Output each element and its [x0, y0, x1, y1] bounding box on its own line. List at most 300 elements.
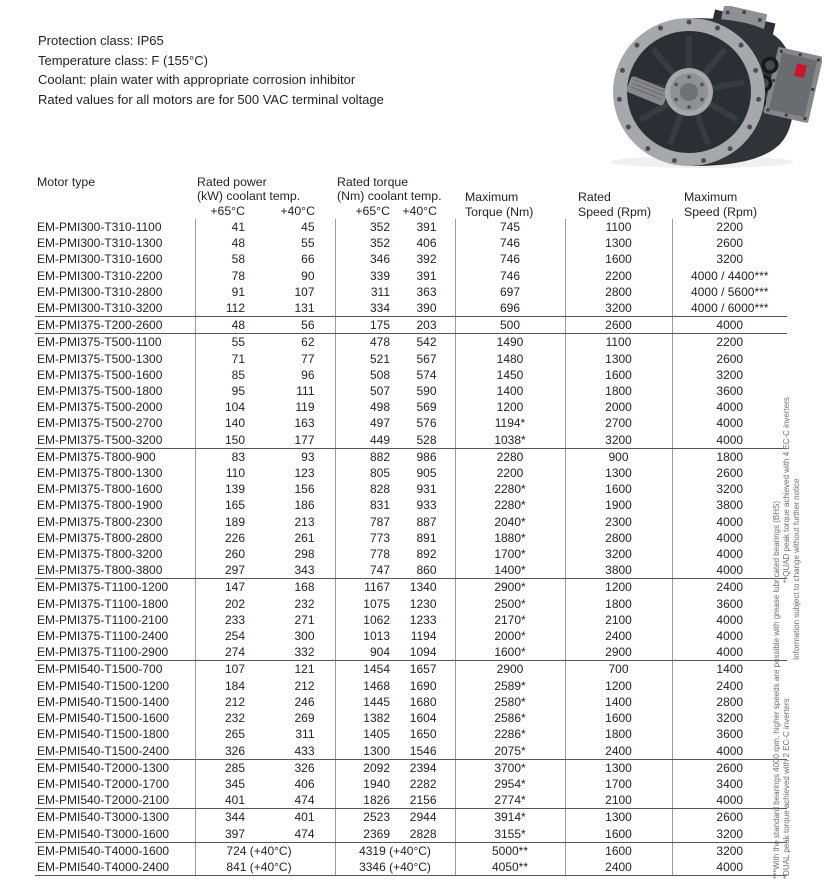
header-temp-40: +40°C — [280, 203, 315, 218]
motor-type-cell: EM-PMI375-T800-3800 — [35, 562, 195, 579]
table-row — [35, 726, 787, 742]
table-row — [35, 694, 787, 710]
header-label: (kW) coolant temp. — [197, 189, 301, 204]
torque-40-cell: 406 — [416, 236, 437, 251]
table-row — [35, 317, 787, 334]
rated-values-line: Rated values for all motors are for 500 VAC terminal voltage — [38, 91, 384, 107]
torque-65-cell: 2369 — [335, 826, 395, 843]
torque-40-cell: 2282 — [409, 776, 437, 791]
header-label: Rated power — [197, 175, 267, 189]
power-65-cell: 147 — [195, 579, 253, 596]
torque-65-cell: 2092 — [335, 759, 395, 776]
torque-40-cell: 1194 — [410, 629, 437, 644]
motor-illustration — [592, 6, 822, 170]
torque-65-cell: 773 — [335, 530, 395, 546]
footnote-info-subject-to-change: Information subject to change without further notice — [792, 478, 801, 660]
torque-65-cell: 1300 — [335, 743, 395, 760]
rated-speed-cell: 1600 — [565, 481, 672, 497]
table-row — [35, 710, 787, 726]
rated-speed-cell: 1800 — [565, 596, 672, 612]
power-65-cell: 202 — [195, 596, 253, 612]
max-speed-cell: 4000 — [672, 514, 787, 530]
table-row — [35, 530, 787, 546]
rated-speed-cell: 1400 — [565, 694, 672, 710]
power-40-cell: 213 — [294, 514, 315, 529]
col-header-rated-torque — [335, 172, 455, 219]
power-65-cell: 95 — [195, 383, 253, 399]
rated-speed-cell: 1600 — [565, 367, 672, 383]
motor-type-cell: EM-PMI540-T2000-1700 — [37, 776, 170, 791]
max-speed-cell: 4000 / 6000*** — [672, 300, 787, 317]
col-header-rated-speed — [565, 172, 672, 219]
table-row — [35, 859, 787, 876]
torque-40-cell: 1604 — [409, 711, 437, 726]
torque-40-cell: 1233 — [409, 612, 437, 627]
torque-65-cell: 3346 (+40°C) — [335, 859, 455, 876]
torque-40-cell: 203 — [395, 317, 455, 334]
motor-type-cell: EM-PMI375-T500-1300 — [37, 351, 163, 366]
power-40-cell: 56 — [253, 317, 335, 334]
torque-65-cell: 311 — [335, 284, 395, 300]
rated-speed-cell: 1600 — [565, 842, 672, 859]
max-speed-cell: 4000 — [672, 644, 787, 661]
power-65-cell: 71 — [195, 351, 253, 367]
max-speed-cell: 3200 — [672, 842, 787, 859]
max-torque-cell: 3914* — [455, 809, 565, 826]
max-speed-cell: 2200 — [672, 219, 787, 235]
motor-type-cell: EM-PMI375-T800-3200 — [37, 547, 163, 562]
power-40-cell: 269 — [294, 711, 315, 726]
motor-type-cell: EM-PMI540-T1500-1200 — [37, 678, 170, 693]
table-row — [35, 596, 787, 612]
torque-40-cell: 542 — [416, 335, 437, 350]
header-label: Rated torque — [337, 175, 409, 189]
footnote-quad-peak-torque: **QUAD peak torque achieved with 4 EC-C inverters — [782, 397, 791, 583]
torque-40-cell: 1650 — [409, 727, 437, 742]
power-65-cell: 55 — [195, 334, 253, 351]
rated-speed-cell: 1900 — [565, 497, 672, 513]
torque-40-cell: 392 — [416, 252, 437, 267]
max-speed-cell: 3800 — [672, 497, 787, 513]
max-torque-cell: 1490 — [455, 334, 565, 351]
table-row — [35, 644, 787, 661]
torque-65-cell: 747 — [335, 562, 395, 579]
table-row — [35, 759, 787, 776]
torque-40-cell: 1680 — [409, 694, 437, 709]
rated-speed-cell: 2000 — [565, 399, 672, 415]
table-row — [35, 628, 787, 644]
motor-type-cell: EM-PMI375-T800-900 — [37, 449, 156, 464]
spec-table-body — [35, 219, 787, 876]
table-row — [35, 251, 787, 267]
rated-speed-cell: 2300 — [565, 514, 672, 530]
torque-65-cell: 1405 — [335, 726, 395, 742]
max-torque-cell: 2280* — [455, 497, 565, 513]
torque-40-cell: 391 — [416, 268, 437, 283]
motor-type-cell: EM-PMI300-T310-3200 — [35, 300, 195, 317]
rated-speed-cell: 1700 — [565, 776, 672, 792]
max-torque-cell: 2586* — [455, 710, 565, 726]
power-65-cell: 184 — [195, 678, 253, 694]
max-speed-cell: 3600 — [672, 383, 787, 399]
torque-65-cell: 478 — [335, 334, 395, 351]
col-header-motor-type — [35, 172, 195, 219]
power-65-cell: 91 — [195, 284, 253, 300]
power-65-cell: 285 — [195, 759, 253, 776]
motor-type-cell: EM-PMI540-T4000-1600 — [37, 843, 170, 858]
power-40-cell: 111 — [296, 384, 315, 399]
spec-summary — [38, 31, 384, 109]
motor-spec-table — [35, 172, 787, 876]
power-65-cell: 140 — [195, 415, 253, 431]
table-row — [35, 678, 787, 694]
torque-65-cell: 1062 — [335, 612, 395, 628]
header-temp-65: +65°C — [210, 203, 245, 218]
motor-type-cell: EM-PMI540-T3000-1300 — [37, 810, 170, 825]
torque-65-cell: 497 — [335, 415, 395, 431]
motor-type-cell: EM-PMI375-T1100-1200 — [37, 580, 169, 595]
torque-65-cell: 352 — [335, 219, 395, 235]
motor-type-cell: EM-PMI540-T1500-1600 — [37, 711, 170, 726]
max-speed-cell: 4000 — [672, 562, 787, 579]
max-torque-cell: 4050** — [455, 859, 565, 876]
torque-40-cell: 528 — [395, 432, 455, 449]
power-40-cell: 406 — [294, 776, 315, 791]
torque-65-cell: 1167 — [335, 579, 395, 596]
power-65-cell: 83 — [195, 448, 253, 465]
motor-type-cell: EM-PMI375-T800-2800 — [37, 530, 163, 545]
table-row — [35, 826, 787, 843]
torque-40-cell: 569 — [416, 400, 437, 415]
motor-type-cell: EM-PMI375-T500-3200 — [35, 432, 195, 449]
rated-speed-cell: 2200 — [565, 268, 672, 284]
table-row — [35, 661, 787, 678]
table-row — [35, 842, 787, 859]
rated-speed-cell: 900 — [565, 448, 672, 465]
power-40-cell: 55 — [301, 236, 315, 251]
motor-type-cell: EM-PMI300-T310-1100 — [37, 220, 162, 234]
power-40-cell: 212 — [294, 678, 315, 693]
table-row — [35, 284, 787, 300]
table-row — [35, 448, 787, 465]
torque-40-cell: 931 — [416, 482, 437, 497]
rated-speed-cell: 1300 — [565, 235, 672, 251]
rated-speed-cell: 3200 — [565, 300, 672, 317]
max-speed-cell: 4000 — [672, 612, 787, 628]
motor-type-cell: EM-PMI300-T310-1600 — [37, 252, 163, 267]
power-65-cell: 724 (+40°C) — [195, 842, 335, 859]
power-65-cell: 85 — [195, 367, 253, 383]
power-40-cell: 474 — [253, 792, 335, 809]
table-row — [35, 300, 787, 317]
power-40-cell: 66 — [301, 252, 315, 267]
max-torque-cell: 1600* — [455, 644, 565, 661]
max-speed-cell: 4000 — [672, 628, 787, 644]
max-torque-cell: 2280* — [455, 481, 565, 497]
torque-40-cell: 1690 — [409, 678, 437, 693]
torque-40-cell: 892 — [416, 547, 437, 562]
table-row — [35, 481, 787, 497]
power-40-cell: 261 — [294, 530, 315, 545]
power-40-cell: 474 — [253, 826, 335, 843]
max-speed-cell: 4000 — [672, 432, 787, 449]
torque-65-cell: 1468 — [335, 678, 395, 694]
header-label: Maximum — [684, 190, 738, 205]
max-torque-cell: 2589* — [455, 678, 565, 694]
max-torque-cell: 1400 — [455, 383, 565, 399]
max-torque-cell: 746 — [455, 251, 565, 267]
max-speed-cell: 4000 — [672, 743, 787, 760]
max-torque-cell: 3155* — [455, 826, 565, 843]
max-torque-cell: 1200 — [455, 399, 565, 415]
torque-65-cell: 508 — [335, 367, 395, 383]
rated-speed-cell: 2400 — [565, 628, 672, 644]
max-torque-cell: 500 — [455, 317, 565, 334]
max-torque-cell: 696 — [455, 300, 565, 317]
torque-40-cell: 391 — [416, 220, 437, 234]
table-row — [35, 776, 787, 792]
power-65-cell: 841 (+40°C) — [195, 859, 335, 876]
motor-type-cell: EM-PMI300-T310-1300 — [37, 236, 163, 251]
header-label: Maximum — [465, 190, 519, 205]
motor-type-cell: EM-PMI375-T500-1100 — [37, 335, 162, 350]
max-torque-cell: 746 — [455, 268, 565, 284]
power-40-cell: 90 — [301, 268, 315, 283]
torque-65-cell: 831 — [335, 497, 395, 513]
power-40-cell: 45 — [301, 220, 315, 234]
table-header-row — [35, 172, 787, 219]
max-speed-cell: 2200 — [672, 334, 787, 351]
power-40-cell: 77 — [301, 351, 315, 366]
table-row — [35, 367, 787, 383]
power-65-cell: 48 — [195, 317, 253, 334]
max-torque-cell: 2075* — [455, 743, 565, 760]
torque-65-cell: 1382 — [335, 710, 395, 726]
rated-speed-cell: 2700 — [565, 415, 672, 431]
power-65-cell: 254 — [195, 628, 253, 644]
power-40-cell: 131 — [253, 300, 335, 317]
max-torque-cell: 2040* — [455, 514, 565, 530]
table-row — [35, 562, 787, 579]
max-torque-cell: 2000* — [455, 628, 565, 644]
power-65-cell: 48 — [195, 235, 253, 251]
header-temp-40: +40°C — [402, 203, 437, 218]
max-speed-cell: 2400 — [672, 678, 787, 694]
torque-40-cell: 1094 — [395, 644, 455, 661]
torque-65-cell: 805 — [335, 465, 395, 481]
max-torque-cell: 5000** — [455, 842, 565, 859]
coolant-line: Coolant: plain water with appropriate corrosion inhibitor — [38, 72, 356, 87]
max-speed-cell: 3200 — [672, 481, 787, 497]
max-speed-cell: 4000 — [672, 317, 787, 334]
rated-speed-cell: 1300 — [565, 465, 672, 481]
rated-speed-cell: 2600 — [565, 317, 672, 334]
power-40-cell: 271 — [294, 612, 315, 627]
max-torque-cell: 2774* — [455, 792, 565, 809]
max-speed-cell: 4000 — [672, 859, 787, 876]
max-torque-cell: 1038* — [455, 432, 565, 449]
motor-product-photo — [592, 6, 822, 170]
power-40-cell: 300 — [294, 629, 315, 644]
power-40-cell: 433 — [253, 743, 335, 760]
power-40-cell: 332 — [253, 644, 335, 661]
header-label: Rated — [578, 190, 611, 205]
motor-type-cell: EM-PMI375-T800-1600 — [37, 482, 163, 497]
table-row — [35, 809, 787, 826]
max-torque-cell: 2500* — [455, 596, 565, 612]
rated-speed-cell: 700 — [565, 661, 672, 678]
rated-speed-cell: 1600 — [565, 251, 672, 267]
torque-65-cell: 1454 — [335, 661, 395, 678]
power-40-cell: 123 — [294, 466, 315, 481]
torque-65-cell: 904 — [335, 644, 395, 661]
header-temp-65: +65°C — [355, 203, 390, 218]
table-row — [35, 334, 787, 351]
torque-40-cell: 590 — [416, 384, 437, 399]
max-torque-cell: 697 — [455, 284, 565, 300]
torque-40-cell: 905 — [416, 466, 437, 481]
motor-type-cell: EM-PMI540-T3000-1600 — [35, 826, 195, 843]
motor-type-cell: EM-PMI375-T800-1300 — [37, 466, 163, 481]
torque-65-cell: 828 — [335, 481, 395, 497]
torque-40-cell: 363 — [416, 284, 437, 299]
max-speed-cell: 3200 — [672, 367, 787, 383]
torque-65-cell: 498 — [335, 399, 395, 415]
torque-40-cell: 390 — [395, 300, 455, 317]
torque-40-cell: 1230 — [409, 596, 437, 611]
rated-speed-cell: 2800 — [565, 284, 672, 300]
max-torque-cell: 1450 — [455, 367, 565, 383]
rated-speed-cell: 1300 — [565, 351, 672, 367]
torque-65-cell: 449 — [335, 432, 395, 449]
table-row — [35, 612, 787, 628]
torque-65-cell: 1940 — [335, 776, 395, 792]
power-40-cell: 343 — [253, 562, 335, 579]
power-65-cell: 233 — [195, 612, 253, 628]
max-torque-cell: 2170* — [455, 612, 565, 628]
power-40-cell: 246 — [294, 694, 315, 709]
max-speed-cell: 2600 — [672, 759, 787, 776]
power-65-cell: 260 — [195, 546, 253, 562]
max-speed-cell: 4000 — [672, 546, 787, 562]
header-label: Speed (Rpm) — [578, 204, 652, 219]
table-row — [35, 579, 787, 596]
torque-40-cell: 860 — [395, 562, 455, 579]
rated-speed-cell: 3800 — [565, 562, 672, 579]
power-40-cell: 163 — [294, 416, 315, 431]
motor-type-cell: EM-PMI540-T4000-2400 — [35, 859, 195, 876]
motor-type-cell: EM-PMI375-T800-2300 — [37, 514, 163, 529]
power-40-cell: 96 — [301, 367, 315, 382]
max-speed-cell: 2600 — [672, 351, 787, 367]
torque-40-cell: 576 — [416, 416, 437, 431]
max-torque-cell: 2200 — [455, 465, 565, 481]
max-speed-cell: 3600 — [672, 726, 787, 742]
power-65-cell: 189 — [195, 514, 253, 530]
motor-type-cell: EM-PMI540-T2000-1300 — [37, 760, 170, 775]
power-65-cell: 232 — [195, 710, 253, 726]
motor-type-cell: EM-PMI375-T1100-2900 — [35, 644, 195, 661]
max-torque-cell: 1700* — [455, 546, 565, 562]
torque-65-cell: 1075 — [335, 596, 395, 612]
torque-65-cell: 352 — [335, 235, 395, 251]
power-65-cell: 139 — [195, 481, 253, 497]
torque-65-cell: 1013 — [335, 628, 395, 644]
max-speed-cell: 1400 — [672, 661, 787, 678]
header-label: Torque (Nm) — [465, 204, 534, 219]
torque-65-cell: 2523 — [335, 809, 395, 826]
max-torque-cell: 2900 — [455, 661, 565, 678]
torque-40-cell: 1340 — [409, 580, 437, 595]
max-torque-cell: 2580* — [455, 694, 565, 710]
max-torque-cell: 2280 — [455, 448, 565, 465]
power-40-cell: 107 — [294, 284, 315, 299]
torque-40-cell: 1546 — [395, 743, 455, 760]
max-torque-cell: 2954* — [455, 776, 565, 792]
motor-type-cell: EM-PMI540-T2000-2100 — [35, 792, 195, 809]
rated-speed-cell: 1100 — [565, 334, 672, 351]
rated-speed-cell: 1600 — [565, 826, 672, 843]
power-65-cell: 165 — [195, 497, 253, 513]
table-row — [35, 514, 787, 530]
torque-65-cell: 521 — [335, 351, 395, 367]
max-torque-cell: 1880* — [455, 530, 565, 546]
max-speed-cell: 4000 — [672, 415, 787, 431]
power-65-cell: 344 — [195, 809, 253, 826]
table-row — [35, 497, 787, 513]
rated-speed-cell: 1200 — [565, 579, 672, 596]
table-row — [35, 268, 787, 284]
torque-65-cell: 507 — [335, 383, 395, 399]
power-65-cell: 150 — [195, 432, 253, 449]
torque-65-cell: 1445 — [335, 694, 395, 710]
table-row — [35, 219, 787, 235]
max-torque-cell: 1480 — [455, 351, 565, 367]
max-speed-cell: 4000 / 5600*** — [672, 284, 787, 300]
rated-speed-cell: 2900 — [565, 644, 672, 661]
power-65-cell: 58 — [195, 251, 253, 267]
table-row — [35, 351, 787, 367]
power-65-cell: 297 — [195, 562, 253, 579]
motor-type-cell: EM-PMI300-T310-2200 — [37, 268, 163, 283]
motor-type-cell: EM-PMI375-T500-1800 — [37, 384, 163, 399]
rated-speed-cell: 1100 — [565, 219, 672, 235]
table-row — [35, 415, 787, 431]
max-speed-cell: 2600 — [672, 465, 787, 481]
col-header-rated-power — [195, 172, 335, 219]
power-40-cell: 326 — [294, 760, 315, 775]
header-label: Speed (Rpm) — [684, 204, 758, 219]
max-speed-cell: 2600 — [672, 235, 787, 251]
torque-40-cell: 2944 — [409, 810, 437, 825]
max-speed-cell: 4000 — [672, 792, 787, 809]
power-65-cell: 345 — [195, 776, 253, 792]
power-65-cell: 265 — [195, 726, 253, 742]
rated-speed-cell: 1800 — [565, 726, 672, 742]
rated-speed-cell: 1800 — [565, 383, 672, 399]
power-65-cell: 274 — [195, 644, 253, 661]
power-40-cell: 62 — [301, 335, 315, 350]
power-40-cell: 232 — [294, 596, 315, 611]
motor-type-cell: EM-PMI375-T800-1900 — [37, 498, 163, 513]
power-65-cell: 326 — [195, 743, 253, 760]
torque-40-cell: 986 — [416, 449, 437, 464]
table-row — [35, 383, 787, 399]
max-speed-cell: 4000 — [672, 399, 787, 415]
rated-speed-cell: 1600 — [565, 710, 672, 726]
torque-65-cell: 787 — [335, 514, 395, 530]
motor-type-cell: EM-PMI375-T500-2000 — [37, 400, 163, 415]
